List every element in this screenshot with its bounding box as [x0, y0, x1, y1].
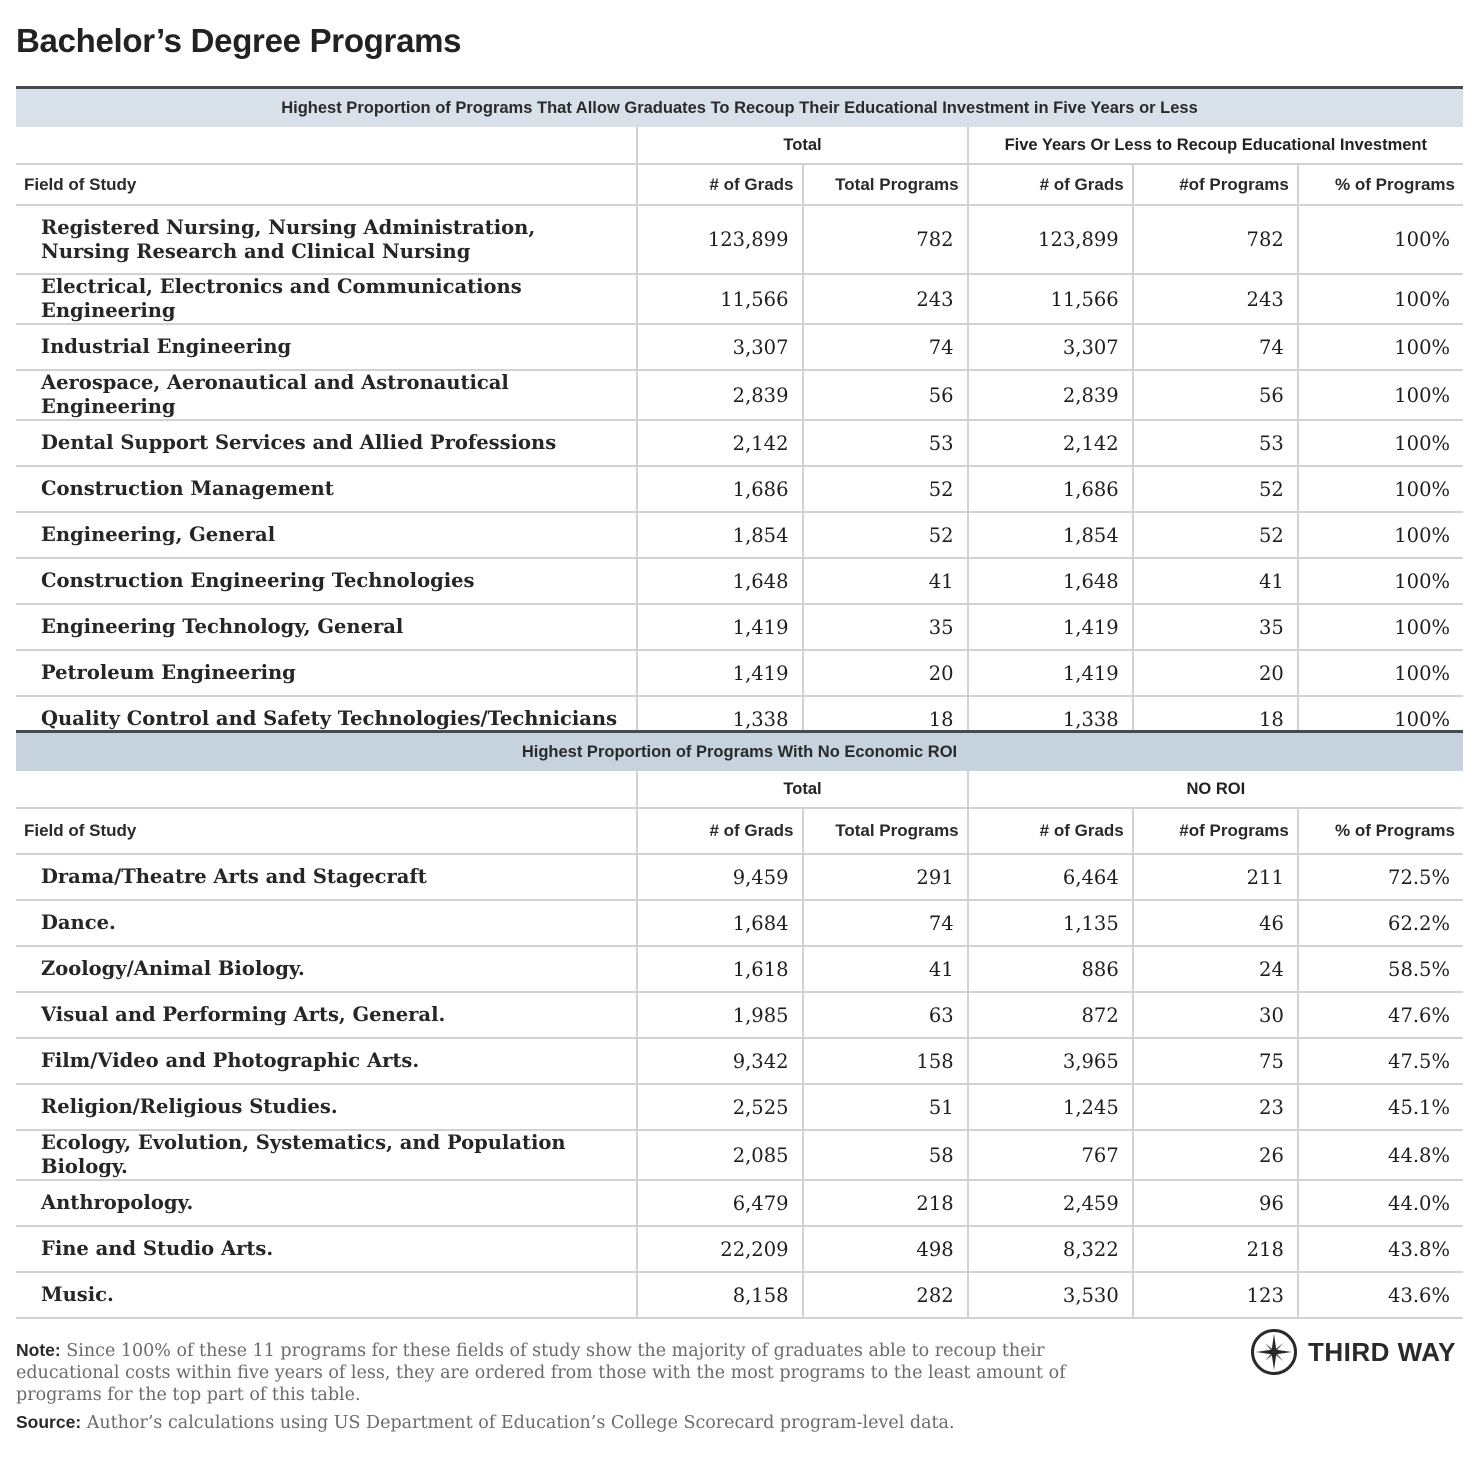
- cell-total-programs: 218: [803, 1180, 968, 1226]
- cell-total-programs: 158: [803, 1038, 968, 1084]
- cell-total-grads: 1,618: [637, 946, 802, 992]
- cell-programs: 56: [1133, 370, 1298, 420]
- cell-total-grads: 1,854: [637, 512, 802, 558]
- cell-pct-programs: 62.2%: [1298, 900, 1463, 946]
- cell-programs: 218: [1133, 1226, 1298, 1272]
- column-header-programs: #of Programs: [1133, 808, 1298, 854]
- column-header-total-grads: # of Grads: [637, 808, 802, 854]
- cell-total-grads: 8,158: [637, 1272, 802, 1318]
- group-spacer: [16, 771, 637, 808]
- cell-grads: 1,854: [968, 512, 1133, 558]
- third-way-logo: [1250, 1327, 1456, 1377]
- cell-programs: 52: [1133, 512, 1298, 558]
- column-header-total-grads: # of Grads: [637, 164, 802, 205]
- cell-total-programs: 53: [803, 420, 968, 466]
- column-header-total-programs: Total Programs: [803, 808, 968, 854]
- cell-field-name: Music.: [16, 1272, 637, 1318]
- cell-total-programs: 41: [803, 558, 968, 604]
- table-row: [16, 466, 1463, 512]
- cell-programs: 18: [1133, 696, 1298, 741]
- cell-programs: 123: [1133, 1272, 1298, 1318]
- cell-programs: 20: [1133, 650, 1298, 696]
- cell-grads: 2,142: [968, 420, 1133, 466]
- cell-total-grads: 2,525: [637, 1084, 802, 1130]
- cell-field-name: Dental Support Services and Allied Professions: [16, 420, 637, 466]
- cell-total-programs: 51: [803, 1084, 968, 1130]
- table-row: [16, 324, 1463, 370]
- cell-field-name: Aerospace, Aeronautical and Astronautical Engineering: [16, 370, 637, 420]
- cell-field-name: Fine and Studio Arts.: [16, 1226, 637, 1272]
- cell-field-name: Ecology, Evolution, Systematics, and Population Biology.: [16, 1130, 637, 1180]
- note-label: Note:: [16, 1340, 61, 1360]
- cell-grads: 1,419: [968, 650, 1133, 696]
- source-line: [16, 1411, 1146, 1434]
- cell-grads: 11,566: [968, 274, 1133, 324]
- cell-field-name: Zoology/Animal Biology.: [16, 946, 637, 992]
- cell-total-grads: 1,419: [637, 604, 802, 650]
- cell-programs: 75: [1133, 1038, 1298, 1084]
- cell-field-name: Engineering Technology, General: [16, 604, 637, 650]
- cell-programs: 41: [1133, 558, 1298, 604]
- cell-total-programs: 41: [803, 946, 968, 992]
- cell-field-name: Registered Nursing, Nursing Administration, Nursing Research and Clinical Nursing: [16, 205, 637, 274]
- cell-total-programs: 782: [803, 205, 968, 274]
- cell-programs: 782: [1133, 205, 1298, 274]
- cell-total-grads: 3,307: [637, 324, 802, 370]
- cell-programs: 24: [1133, 946, 1298, 992]
- cell-field-name: Religion/Religious Studies.: [16, 1084, 637, 1130]
- cell-total-programs: 74: [803, 900, 968, 946]
- cell-total-grads: 2,839: [637, 370, 802, 420]
- cell-total-programs: 58: [803, 1130, 968, 1180]
- logo-text: THIRD WAY: [1308, 1336, 1456, 1367]
- cell-total-grads: 2,085: [637, 1130, 802, 1180]
- table-row: [16, 992, 1463, 1038]
- cell-total-programs: 52: [803, 466, 968, 512]
- cell-pct-programs: 100%: [1298, 324, 1463, 370]
- cell-field-name: Visual and Performing Arts, General.: [16, 992, 637, 1038]
- cell-total-grads: 2,142: [637, 420, 802, 466]
- table-row: [16, 1226, 1463, 1272]
- cell-grads: 1,338: [968, 696, 1133, 741]
- cell-grads: 2,839: [968, 370, 1133, 420]
- column-header-grads: # of Grads: [968, 808, 1133, 854]
- cell-grads: 1,135: [968, 900, 1133, 946]
- cell-grads: 1,245: [968, 1084, 1133, 1130]
- cell-total-grads: 9,459: [637, 854, 802, 900]
- cell-pct-programs: 100%: [1298, 274, 1463, 324]
- bottom-table-banner: Highest Proportion of Programs With No Economic ROI: [16, 732, 1463, 772]
- group-header-total: Total: [637, 127, 967, 164]
- cell-programs: 35: [1133, 604, 1298, 650]
- cell-field-name: Electrical, Electronics and Communications Engineering: [16, 274, 637, 324]
- group-header-total: Total: [637, 771, 967, 808]
- source-label: Source:: [16, 1412, 82, 1432]
- cell-programs: 96: [1133, 1180, 1298, 1226]
- cell-programs: 30: [1133, 992, 1298, 1038]
- cell-field-name: Film/Video and Photographic Arts.: [16, 1038, 637, 1084]
- cell-programs: 53: [1133, 420, 1298, 466]
- cell-total-programs: 18: [803, 696, 968, 741]
- cell-grads: 872: [968, 992, 1133, 1038]
- cell-pct-programs: 100%: [1298, 604, 1463, 650]
- cell-pct-programs: 100%: [1298, 420, 1463, 466]
- compass-star-icon: [1250, 1328, 1298, 1376]
- cell-pct-programs: 47.6%: [1298, 992, 1463, 1038]
- cell-grads: 2,459: [968, 1180, 1133, 1226]
- cell-pct-programs: 100%: [1298, 650, 1463, 696]
- bottom-table: [16, 730, 1463, 1319]
- footnote: [16, 1339, 1146, 1406]
- table-row: [16, 1272, 1463, 1318]
- group-header-no-roi: NO ROI: [968, 771, 1463, 808]
- table-row: [16, 274, 1463, 324]
- cell-total-programs: 63: [803, 992, 968, 1038]
- cell-programs: 46: [1133, 900, 1298, 946]
- cell-pct-programs: 58.5%: [1298, 946, 1463, 992]
- cell-total-grads: 1,648: [637, 558, 802, 604]
- cell-programs: 211: [1133, 854, 1298, 900]
- top-table-banner: Highest Proportion of Programs That Allow Graduates To Recoup Their Educational Investment in Five Years or Less: [16, 88, 1463, 128]
- cell-grads: 3,530: [968, 1272, 1133, 1318]
- table-row: [16, 1084, 1463, 1130]
- cell-field-name: Construction Engineering Technologies: [16, 558, 637, 604]
- cell-pct-programs: 44.0%: [1298, 1180, 1463, 1226]
- cell-programs: 243: [1133, 274, 1298, 324]
- table-row: [16, 650, 1463, 696]
- cell-total-grads: 1,684: [637, 900, 802, 946]
- cell-field-name: Dance.: [16, 900, 637, 946]
- table-row: [16, 1180, 1463, 1226]
- cell-grads: 886: [968, 946, 1133, 992]
- column-header-pct-programs: % of Programs: [1298, 808, 1463, 854]
- cell-programs: 52: [1133, 466, 1298, 512]
- cell-pct-programs: 47.5%: [1298, 1038, 1463, 1084]
- cell-grads: 767: [968, 1130, 1133, 1180]
- cell-pct-programs: 45.1%: [1298, 1084, 1463, 1130]
- cell-total-programs: 74: [803, 324, 968, 370]
- table-row: [16, 1038, 1463, 1084]
- cell-pct-programs: 100%: [1298, 558, 1463, 604]
- table-row: [16, 558, 1463, 604]
- cell-grads: 123,899: [968, 205, 1133, 274]
- cell-field-name: Construction Management: [16, 466, 637, 512]
- column-header-programs: #of Programs: [1133, 164, 1298, 205]
- source-text: Author’s calculations using US Department of Education’s College Scorecard program-level data.: [86, 1413, 955, 1433]
- cell-total-grads: 1,686: [637, 466, 802, 512]
- cell-field-name: Industrial Engineering: [16, 324, 637, 370]
- note-text: Since 100% of these 11 programs for these fields of study show the majority of graduates able to recoup their educational costs within five years of less, they are ordered from those with the most programs to the least amount of programs for the top part of this table.: [16, 1341, 1066, 1405]
- cell-programs: 23: [1133, 1084, 1298, 1130]
- cell-pct-programs: 100%: [1298, 512, 1463, 558]
- cell-total-programs: 56: [803, 370, 968, 420]
- cell-programs: 74: [1133, 324, 1298, 370]
- cell-total-grads: 22,209: [637, 1226, 802, 1272]
- table-row: [16, 370, 1463, 420]
- cell-pct-programs: 44.8%: [1298, 1130, 1463, 1180]
- column-header-grads: # of Grads: [968, 164, 1133, 205]
- cell-grads: 3,307: [968, 324, 1133, 370]
- cell-grads: 3,965: [968, 1038, 1133, 1084]
- page-title: Bachelor’s Degree Programs: [16, 22, 462, 59]
- cell-total-programs: 282: [803, 1272, 968, 1318]
- cell-grads: 6,464: [968, 854, 1133, 900]
- cell-total-programs: 20: [803, 650, 968, 696]
- table-row: [16, 946, 1463, 992]
- cell-total-programs: 52: [803, 512, 968, 558]
- column-header-pct-programs: % of Programs: [1298, 164, 1463, 205]
- table-row: [16, 900, 1463, 946]
- cell-grads: 1,648: [968, 558, 1133, 604]
- table-row: [16, 604, 1463, 650]
- cell-grads: 1,686: [968, 466, 1133, 512]
- column-header-total-programs: Total Programs: [803, 164, 968, 205]
- cell-grads: 8,322: [968, 1226, 1133, 1272]
- table-row: [16, 854, 1463, 900]
- column-header-field: Field of Study: [16, 808, 637, 854]
- table-row: [16, 205, 1463, 274]
- cell-total-programs: 498: [803, 1226, 968, 1272]
- cell-total-grads: 9,342: [637, 1038, 802, 1084]
- cell-total-grads: 123,899: [637, 205, 802, 274]
- cell-pct-programs: 100%: [1298, 696, 1463, 741]
- cell-grads: 1,419: [968, 604, 1133, 650]
- cell-field-name: Engineering, General: [16, 512, 637, 558]
- group-spacer: [16, 127, 637, 164]
- cell-programs: 26: [1133, 1130, 1298, 1180]
- cell-pct-programs: 100%: [1298, 466, 1463, 512]
- group-header-five-years: Five Years Or Less to Recoup Educational Investment: [968, 127, 1463, 164]
- cell-field-name: Drama/Theatre Arts and Stagecraft: [16, 854, 637, 900]
- top-table: [16, 86, 1463, 741]
- cell-total-programs: 243: [803, 274, 968, 324]
- table-row: [16, 512, 1463, 558]
- cell-pct-programs: 43.8%: [1298, 1226, 1463, 1272]
- cell-total-grads: 1,338: [637, 696, 802, 741]
- column-header-field: Field of Study: [16, 164, 637, 205]
- cell-total-grads: 1,419: [637, 650, 802, 696]
- table-row: [16, 1130, 1463, 1180]
- cell-pct-programs: 100%: [1298, 205, 1463, 274]
- table-row: [16, 420, 1463, 466]
- cell-total-grads: 11,566: [637, 274, 802, 324]
- cell-pct-programs: 72.5%: [1298, 854, 1463, 900]
- cell-total-grads: 1,985: [637, 992, 802, 1038]
- cell-field-name: Quality Control and Safety Technologies/Technicians: [41, 707, 618, 730]
- cell-pct-programs: 100%: [1298, 370, 1463, 420]
- cell-total-programs: 35: [803, 604, 968, 650]
- cell-total-grads: 6,479: [637, 1180, 802, 1226]
- cell-field-name: Petroleum Engineering: [16, 650, 637, 696]
- cell-total-programs: 291: [803, 854, 968, 900]
- cell-pct-programs: 43.6%: [1298, 1272, 1463, 1318]
- cell-field-name: Anthropology.: [16, 1180, 637, 1226]
